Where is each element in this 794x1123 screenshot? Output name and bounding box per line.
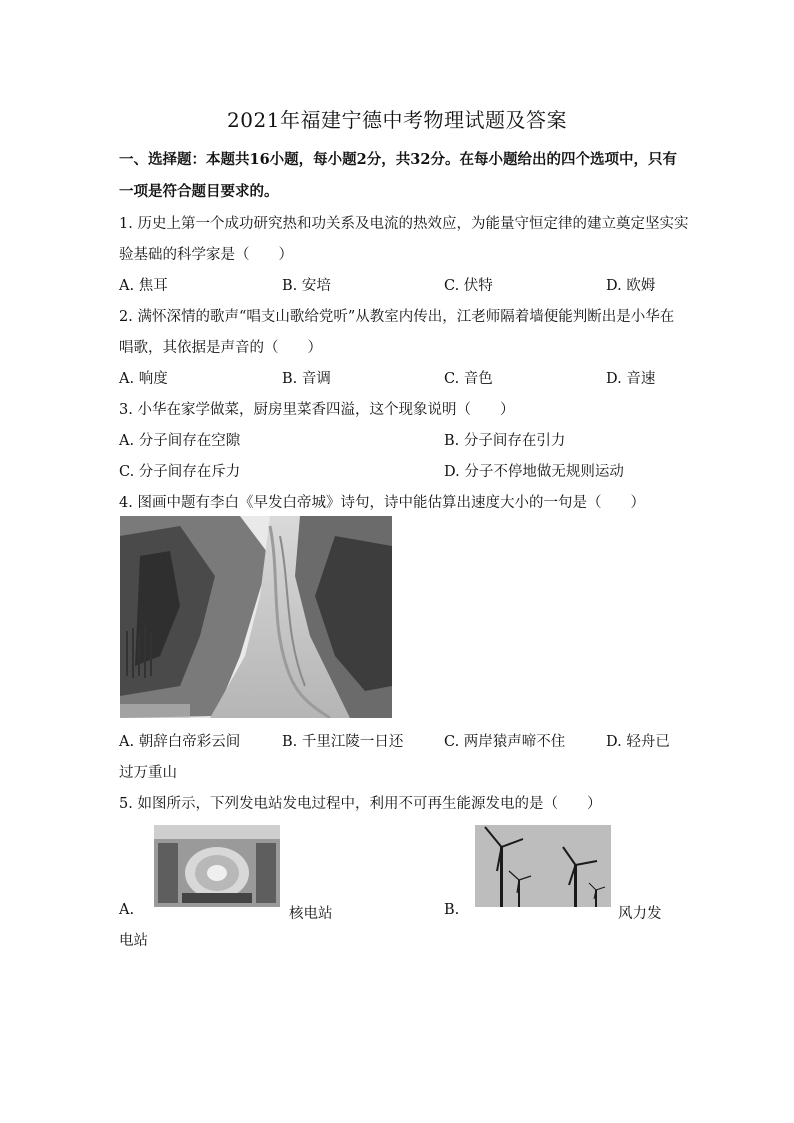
q2-option-d: D. 音速 [606, 371, 656, 387]
q4-option-d-continued: 过万重山 [119, 765, 177, 781]
section-heading-line2: 一项是符合题目要求的。 [119, 183, 279, 200]
nuclear-plant-image [154, 825, 280, 907]
q1-stem-line1: 1. 历史上第一个成功研究热和功关系及电流的热效应，为能量守恒定律的建立奠定坚实实 [119, 216, 689, 232]
wind-turbines-image [475, 825, 611, 907]
q4-option-d: D. 轻舟已 [606, 734, 670, 750]
landscape-painting-image [120, 516, 392, 718]
q1-option-a: A. 焦耳 [119, 278, 168, 294]
q5-stem: 5. 如图所示，下列发电站发电过程中，利用不可再生能源发电的是（ ） [119, 796, 602, 812]
q4-option-c: C. 两岸猿声啼不住 [444, 734, 566, 750]
page-title: 2021年福建宁德中考物理试题及答案 [227, 108, 567, 132]
q5-option-b-continued: 电站 [119, 933, 148, 949]
q3-option-d: D. 分子不停地做无规则运动 [444, 464, 624, 480]
q2-option-b: B. 音调 [282, 371, 331, 387]
q5-option-a-letter: A. [119, 902, 135, 918]
q5-option-b-letter: B. [444, 902, 460, 918]
q3-option-a: A. 分子间存在空隙 [119, 433, 241, 449]
q2-stem-line2: 唱歌，其依据是声音的（ ） [119, 340, 322, 356]
q4-option-a: A. 朝辞白帝彩云间 [119, 734, 241, 750]
q2-stem-line1: 2. 满怀深情的歌声“唱支山歌给党听”从教室内传出，江老师隔着墙便能判断出是小华在 [119, 309, 675, 325]
q5-option-b-text: 风力发 [618, 906, 662, 922]
q4-option-b: B. 千里江陵一日还 [282, 734, 404, 750]
q5-option-a-text: 核电站 [289, 906, 333, 922]
section-heading-line1: 一、选择题：本题共16小题，每小题2分，共32分。在每小题给出的四个选项中，只有 [119, 151, 677, 168]
q4-stem: 4. 图画中题有李白《早发白帝城》诗句，诗中能估算出速度大小的一句是（ ） [119, 495, 645, 511]
q1-stem-line2: 验基础的科学家是（ ） [119, 247, 293, 263]
q2-option-a: A. 响度 [119, 371, 168, 387]
q1-option-b: B. 安培 [282, 278, 331, 294]
q3-option-b: B. 分子间存在引力 [444, 433, 566, 449]
q3-option-c: C. 分子间存在斥力 [119, 464, 241, 480]
q3-stem: 3. 小华在家学做菜，厨房里菜香四溢，这个现象说明（ ） [119, 402, 515, 418]
q1-option-c: C. 伏特 [444, 278, 493, 294]
q2-option-c: C. 音色 [444, 371, 493, 387]
q1-option-d: D. 欧姆 [606, 278, 656, 294]
